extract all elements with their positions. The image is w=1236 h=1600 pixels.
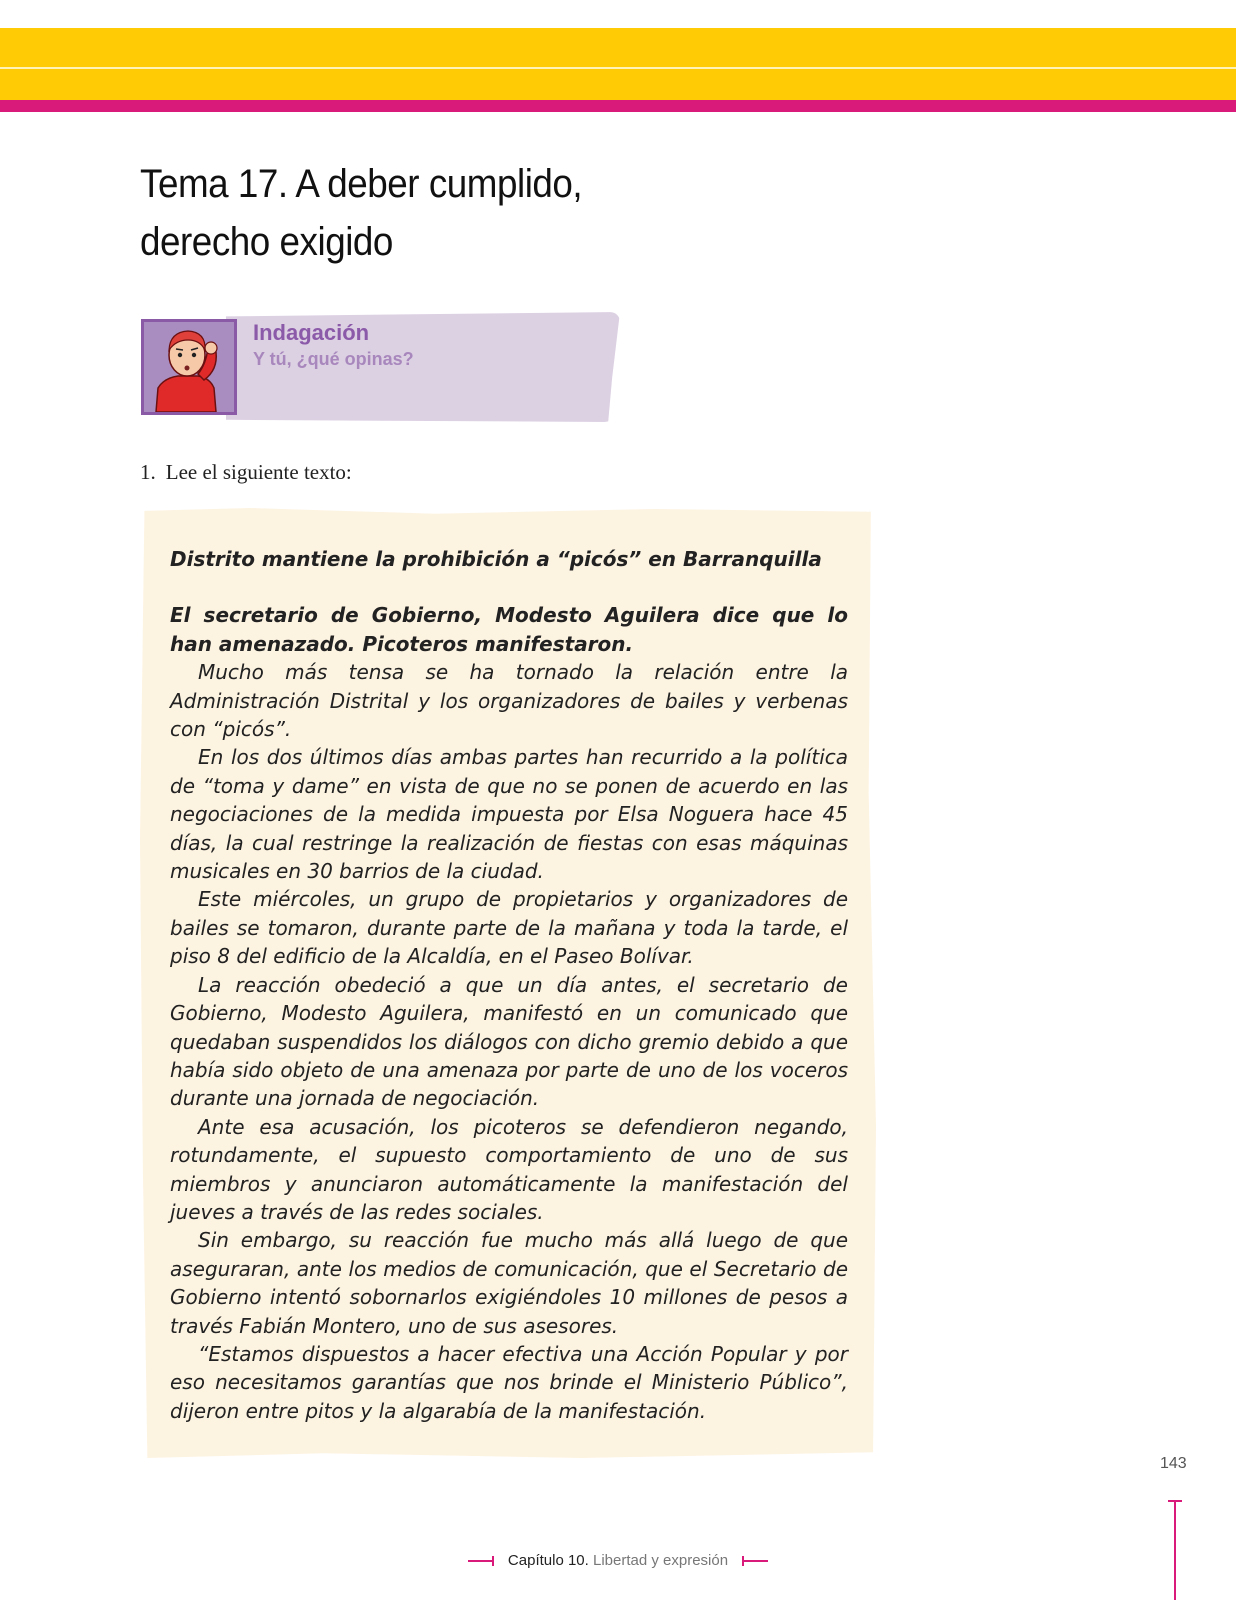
article-paragraph: Sin embargo, su reacción fue mucho más allá luego de que aseguraran, ante los medios de comunicación, que el Secretario de Gobierno intentó sobornarlos exigiéndoles 10 millones de pesos a través Fabián Montero, uno de sus asesores.	[170, 1228, 848, 1338]
header-band-yellow-lower	[0, 69, 1236, 100]
page-footer	[0, 1552, 1236, 1569]
article-paragraph: Este miércoles, un grupo de propietarios y organizadores de bailes se tomaron, durante parte de la mañana y toda la tarde, el piso 8 del edificio de la Alcaldía, en el Paseo Bolívar.	[170, 887, 848, 969]
margin-rule	[1174, 1500, 1176, 1600]
article-paragraph: Ante esa acusación, los picoteros se defendieron negando, rotundamente, el supuesto comportamiento de uno de sus miembros y anunciaron automáticamente la manifestación del jueves a través de las redes sociales.	[170, 1114, 848, 1224]
news-article	[170, 545, 848, 1425]
page-title	[140, 155, 784, 271]
article-headline: Distrito mantiene la prohibición a “picós” en Barranquilla	[170, 547, 822, 571]
header-band-magenta	[0, 100, 1236, 112]
footer-ornament-left	[468, 1560, 494, 1562]
page-number: 143	[1160, 1455, 1187, 1472]
instruction	[140, 460, 352, 485]
banner-subtitle: Y tú, ¿qué opinas?	[253, 349, 414, 369]
footer-chapter: Capítulo 10.	[507, 1552, 589, 1569]
page-title-line1: Tema 17. A deber cumplido,	[140, 162, 583, 206]
article-paragraph: “Estamos dispuestos a hacer efectiva una Acción Popular y por eso necesitamos garantías que nos brinde el Ministerio Público”, dijeron entre pitos y la algarabía de la manifestación.	[170, 1341, 848, 1423]
instruction-text: Lee el siguiente texto:	[165, 460, 352, 484]
article-lead: El secretario de Gobierno, Modesto Aguilera dice que lo han amenazado. Picoteros manifestaron.	[170, 603, 848, 656]
header-band-yellow	[0, 28, 1236, 67]
footer-chapter-title: Libertad y expresión	[592, 1552, 729, 1569]
article-paragraph: Mucho más tensa se ha tornado la relación entre la Administración Distrital y los organizadores de bailes y verbenas con “picós”.	[170, 660, 848, 742]
article-paragraph: En los dos últimos días ambas partes han recurrido a la política de “toma y dame” en vista de que no se ponen de acuerdo en las negociaciones de la medida impuesta por Elsa Noguera hace 45 días, la cual restringe la realización de fiestas con esas máquinas musicales en 30 barrios de la ciudad.	[170, 745, 848, 884]
footer-ornament-right	[742, 1560, 768, 1562]
banner-title: Indagación	[253, 320, 370, 345]
article-paragraph: La reacción obedeció a que un día antes, el secretario de Gobierno, Modesto Aguilera, manifestó en un comunicado que quedaban suspendidos los diálogos con dicho gremio debido a que había sido objeto de una amenaza por parte de uno de los voceros durante una jornada de negociación.	[170, 972, 848, 1111]
instruction-number: 1.	[140, 460, 156, 484]
page-title-line2: derecho exigido	[140, 220, 393, 264]
thinking-boy-icon	[141, 319, 237, 415]
